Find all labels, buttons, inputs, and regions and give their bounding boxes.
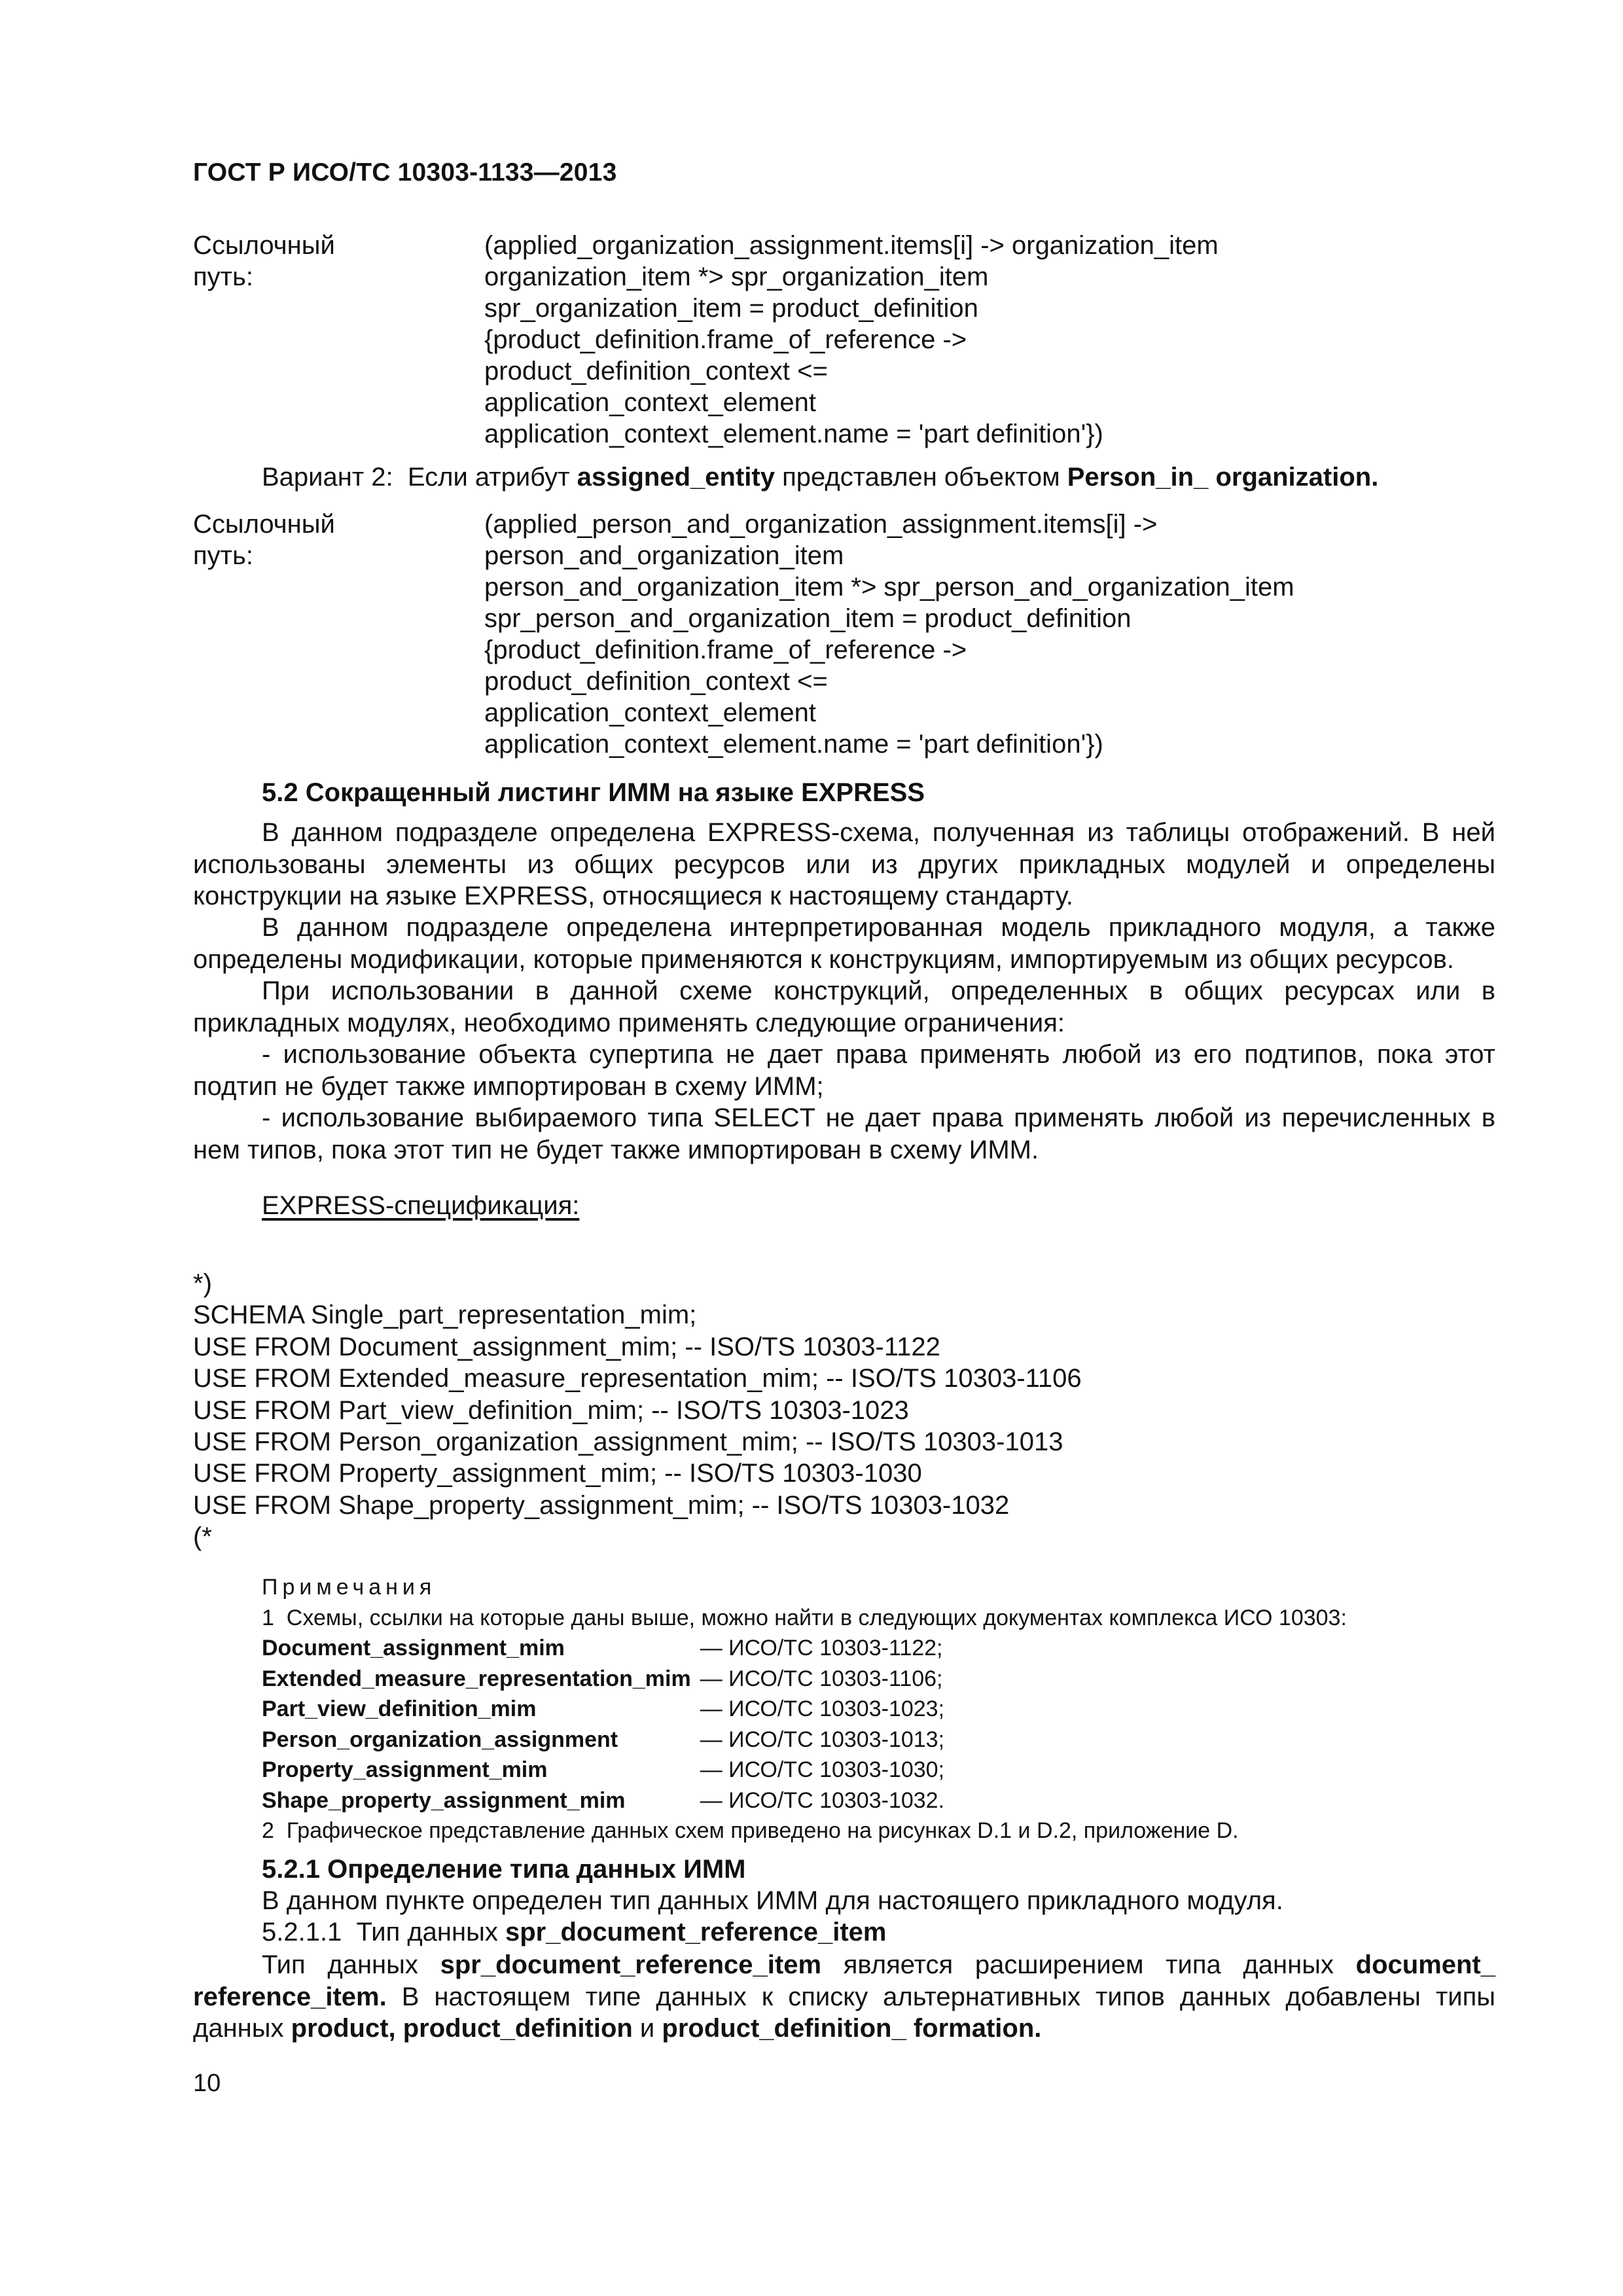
reference-path-line: application_context_element [484,698,817,727]
module-reference: — ИСО/ТС 10303-1122; [700,1636,943,1660]
reference-path-line: application_context_element.name = 'part definition'}) [484,730,1103,759]
type-name: product_definition_ formation. [662,2014,1042,2043]
table-row [262,1694,944,1725]
module-name: Property_assignment_mim [262,1757,548,1782]
module-name: Shape_property_assignment_mim [262,1787,626,1813]
body-paragraph: При использовании в данной схеме конструкций, определенных в общих ресурсах или в прикладных модулях, необходимо применять следующие ограничения: [193,977,1495,1037]
table-row [262,1755,944,1785]
reference-path-label: Ссылочный путь: [193,231,335,291]
section-heading-5-2: 5.2 Сокращенный листинг ИММ на языке EXPRESS [262,778,925,807]
code-line: USE FROM Document_assignment_mim; -- ISO/TS 10303-1122 [193,1332,940,1361]
variant-entity: Person_in_ organization. [1067,463,1379,492]
express-code-listing [193,1268,1082,1553]
reference-path-line: person_and_organization_item *> spr_person_and_organization_item [484,573,1294,601]
body-paragraph: В данном подразделе определена интерпретированная модель прикладного модуля, а также определены модификации, которые применяются к конструкциям, импортируемым из общих ресурсов. [193,913,1495,974]
reference-path-line: (applied_organization_assignment.items[i] -> organization_item [484,231,1219,260]
text-run: В настоящем типе данных к списку альтернативных типов данных добавлены типы данных [193,1982,1495,2043]
body-paragraph: - использование выбираемого типа SELECT не дает права применять любой из перечисленных в нем типов, пока этот тип не будет также импортирован в схему ИММ. [193,1103,1495,1164]
reference-path-lines [484,509,1294,760]
reference-path-line: application_context_element.name = 'part definition'}) [484,420,1103,448]
table-row [262,1633,944,1664]
reference-path-line: person_and_organization_item [484,541,844,570]
table-row [262,1725,944,1755]
note-1: 1 Схемы, ссылки на которые даны выше, можно найти в следующих документах комплекса ИСО 10303: [262,1605,1347,1630]
variant-prefix: Вариант 2: Если атрибут [262,463,577,492]
type-name: product, product_definition [291,2014,633,2043]
table-row [262,1664,944,1695]
text-run: Тип данных [262,1950,440,1979]
module-name: Document_assignment_mim [262,1636,565,1660]
note-2: 2 Графическое представление данных схем приведено на рисунках D.1 и D.2, приложение D. [262,1818,1239,1843]
notes-block [262,1572,1347,1846]
module-reference: — ИСО/ТС 10303-1032. [700,1787,945,1813]
reference-path-line: spr_organization_item = product_definition [484,294,978,323]
reference-path-line: spr_person_and_organization_item = product_definition [484,604,1132,633]
variant-attribute: assigned_entity [577,463,775,492]
notes-reference-table [262,1633,944,1816]
module-name: Extended_measure_representation_mim [262,1666,691,1691]
notes-title: Примечания [262,1575,437,1600]
document-header: ГОСТ Р ИСО/ТС 10303-1133—2013 [193,158,617,187]
reference-path-line: {product_definition.frame_of_reference -> [484,325,967,354]
reference-path-line: product_definition_context <= [484,357,828,386]
variant-middle: представлен объектом [774,463,1067,492]
type-name: spr_document_reference_item [440,1950,822,1979]
text-run: и [632,2014,662,2043]
page-number: 10 [193,2070,221,2097]
module-name: Person_organization_assignment [262,1727,618,1752]
code-line: SCHEMA Single_part_representation_mim; [193,1300,697,1330]
variant-2-line [262,463,1378,492]
type-name: document_ reference_item. [193,1950,1495,2011]
code-line: *) [193,1269,212,1298]
code-line: USE FROM Person_organization_assignment_mim; -- ISO/TS 10303-1013 [193,1427,1063,1457]
body-paragraph: В данном пункте определен тип данных ИММ для настоящего прикладного модуля. [262,1886,1283,1915]
code-line: USE FROM Property_assignment_mim; -- ISO/TS 10303-1030 [193,1459,922,1488]
text-run: является расширением типа данных [821,1950,1356,1979]
express-specification-label: EXPRESS-спецификация: [262,1191,580,1220]
body-paragraph: - использование объекта супертипа не дает права применять любой из его подтипов, пока этот подтип не будет также импортирован в схему ИММ; [193,1040,1495,1101]
reference-path-line: (applied_person_and_organization_assignment.items[i] -> [484,510,1158,539]
subsection-heading-5-2-1-1 [262,1918,886,1947]
code-line: USE FROM Shape_property_assignment_mim; -- ISO/TS 10303-1032 [193,1490,1010,1520]
code-line: (* [193,1522,212,1552]
subsection-prefix: 5.2.1.1 Тип данных [262,1918,505,1946]
reference-path-line: organization_item *> spr_organization_item [484,262,989,291]
reference-path-lines [484,230,1219,450]
module-reference: — ИСО/ТС 10303-1023; [700,1696,945,1721]
reference-path-label: Ссылочный путь: [193,510,335,570]
module-name: Part_view_definition_mim [262,1696,537,1721]
code-line: USE FROM Part_view_definition_mim; -- ISO/TS 10303-1023 [193,1395,909,1425]
subsection-type-name: spr_document_reference_item [505,1918,887,1946]
module-reference: — ИСО/ТС 10303-1013; [700,1727,945,1752]
reference-path-line: application_context_element [484,388,817,417]
module-reference: — ИСО/ТС 10303-1106; [700,1666,943,1691]
body-paragraph: В данном подразделе определена EXPRESS-схема, полученная из таблицы отображений. В ней использованы элементы из общих ресурсов или из других прикладных модулей и определены конструкции на языке EXPRESS, относящиеся к настоящему стандарту. [193,818,1495,910]
reference-path-line: {product_definition.frame_of_reference -> [484,636,967,664]
table-row [262,1785,944,1816]
module-reference: — ИСО/ТС 10303-1030; [700,1757,945,1782]
reference-path-line: product_definition_context <= [484,667,828,696]
body-paragraph [193,1949,1495,2045]
code-line: USE FROM Extended_measure_representation_mim; -- ISO/TS 10303-1106 [193,1364,1082,1393]
section-heading-5-2-1: 5.2.1 Определение типа данных ИММ [262,1855,746,1884]
